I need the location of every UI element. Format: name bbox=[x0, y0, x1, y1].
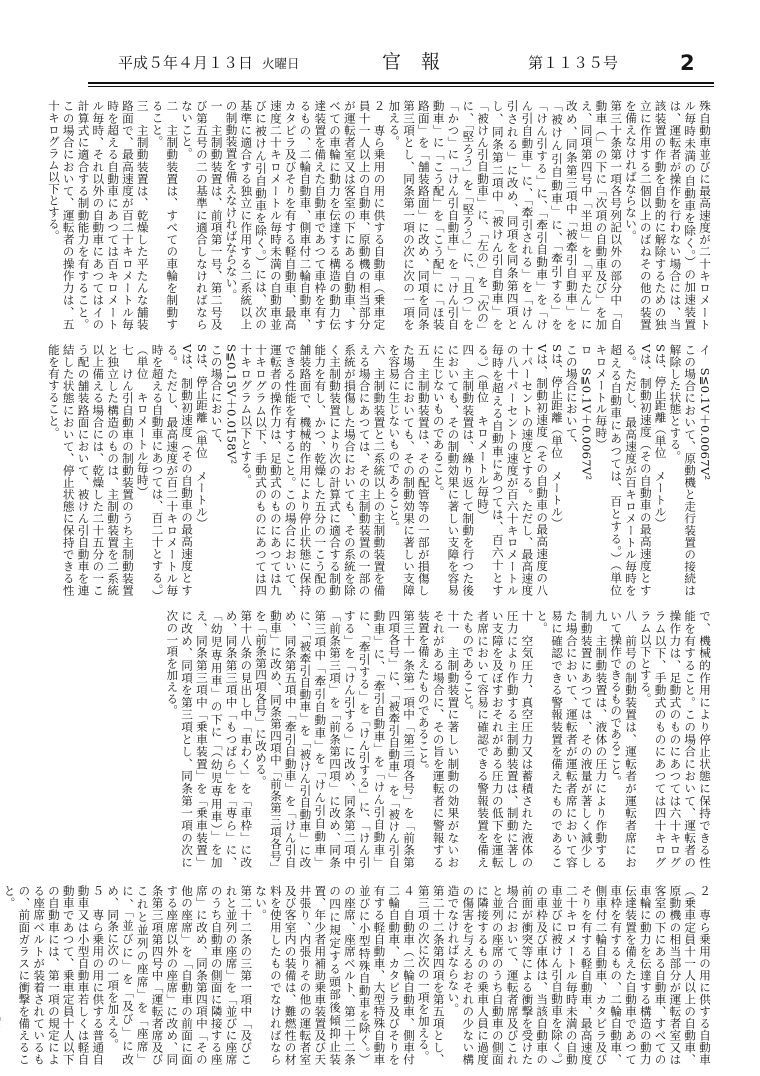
text-band-2 bbox=[46, 344, 712, 596]
publication-weekday: 火曜日 bbox=[262, 56, 300, 71]
header-rule bbox=[88, 82, 714, 84]
page-number: 2 bbox=[680, 51, 695, 75]
issue-number: 第１１３５号 bbox=[528, 54, 619, 72]
header-rule-thin bbox=[88, 86, 714, 87]
text-band-3 bbox=[100, 610, 712, 868]
band-2-text: イ S≦0.1V＋0.0067V² この場合において、原動機と走行装置の接続は解除した状態とする。 Sは、停止距離（単位 メートル） Vは、制動初速度（その自動車の最高速度とする。ただし、最高速度が百キロメートル毎時を超える自動車にあつては、百とする。）（単位 キロメートル毎時） ロ S≦0.1V＋0.0067V² この場合において、 Sは、停止距離（単位 メートル） Vは、制動初速度（その自動車の最高速度の八十パーセントの速度とする。ただし、最高速度の八十パーセントの速度が百六十キロメートル毎時を超える自動車にあつては、百六十とする。）（単位 キロメートル毎時） 四 主制動装置は、繰り返して制動を行つた後においても、その制動効果に著しい支障を容易に生じないものであること。 五 主制動装置は、その配管等の一部が損傷した場合においても、その制動効果に著しい支障を容易に生じないものであること。 六 主制動装置と二系統以上の主制動装置を備える場合にあつては、その主制動装置の一部の系統が損傷した場合においても、その系統を除く主制動装置により次の計算式に適合する制動能力を有し、かつ、乾燥した五分の一こう配の舗装路面で、機械的作用により停止状態に保持できる性能を有すること。この場合において、運転者の操作力は、足動式のものにあつては九十キログラム以下、手動式のものにあつては四十キログラム以下とする。 S≦0.15V＋0.0158V² この場合において、 Sは、停止距離（単位 メートル） Vは、制動初速度（その自動車の最高速度とする。ただし、最高速度が百二十キロメートル毎時を超える自動車にあつては、百二十とする。）（単位 キロメートル毎時） 七 けん引自動車の制動装置のうち主制動装置と独立した構造のものは、主制動装置を二系統以上備える場合には、乾燥した二十五分の一こう配の舗装路面において、被けん引自動車を連結した状態において、停止状態に保持できる性能を有すること。 bbox=[46, 344, 712, 596]
publication-date: 平成５年４月１３日 bbox=[118, 54, 254, 72]
band-4-text: ２ 専ら乗用の用に供する自動車（乗車定員十一人以上の自動車、原動機の相当部分が運転者室又は客室の下にある自動車、すべての車輪に動力を伝達する構造の動力伝達装置を備えた自動車であつて車枠を有するもの、二輪自動車、側車付二輪自動車、カタピラ及びそりを有する軽自動車、最高速度二十キロメートル毎時未満の自動車並びに被けん引自動車を除く。）の車枠及び車体は、当該自動車の前面が衝突等による衝撃を受けた場合において、運転者席及びこれと並列の座席のうち自動車の側面に隣接するものの乗車人員に過度の傷害を与えるおそれの少ない構造でなければならない。 第二十二条第四項を第五項とし、第三項の次に次の一項を加える。 ４ 自動車（二輪自動車、側車付二輪自動車、カタピラ及びそりを有する軽自動車、大型特殊自動車並びに小型特殊自動車を除く。）の座席、座席ベルト、第二十二条の四に規定する頭部後傾抑止装置、年少者用補助乗車装置及び天井張り、内張りその他の運転者室及び客室内の装備は、難燃性の材料を使用したものでなければならない。 第二十二条の三第一項中「及びこれと並列の座席」を「並びに座席のうち自動車の側面に隣接する座席」に改め、同条第四項中「その他の座席」を「自動車の前面に面する座席以外の座席」に改め、同条第三項第四号中「運転者席及びこれと並列の座席」を「座席」に、「並びに」を「及び」に改め、同条に次の一項を加える。 ５ 専ら乗用の用に供する普通自動車又は小型自動車若しくは軽自動車であつて、乗車定員十人以下の自動車には、第一項の規定による座席ベルトが装着されているもの、前面ガラスに衝撃を備えること。 bbox=[2, 885, 712, 1065]
page-header bbox=[0, 0, 760, 80]
band-3-text: で、機械的作用により停止状態に保持できる性能を有すること。この場合において、運転者の操作力は、足動式のものにあつては六十キログラム以下、手動式のものにあつては四十キログラム以下とする。 八 前号の制動装置は、運転者が運転者席において操作できるものであること。 九 主制動装置は、液体の圧力により作動する制動装置にあつては、その液量が著しく減少した場合において、運転者が運転者席において容易に確認できる警報装置を備えたものであること。 十 空気圧力、真空圧力又は蓄積された液体の圧力により作動する主制動装置は、制動に著しい支障を及ぼすおそれがある圧力の低下を運転者席において容易に確認できる警報装置を備えたものであること。 十一 主制動装置に著しい制動の効果がないおそれがある場合に、その旨を運転者に警報する装置を備えたものであること。 第三十一条第一項中「第三項各号」を「前条第四項各号」に、「被牽引自動車」を「被けん引自動車」に、「牽引自動車」を「けん引自動車」に、「牽引する」を「けん引する」に、「けん引する」を「けん引する」に改め、同条第二項中「前条第三項」を「前条第四項」に改め、同条第三項中「牽引自動車」を「けん引自動車」に、「被牽引自動車」を「被けん引自動車」に改め、同条第五項中「牽引自動車」を「けん引自動車」に改め、同条第四項中「前条第三項各号」を「前条第四項各号」に改める。 第十八条の見出し中「車わく」を「車枠」に改め、同条第三項中「もつぱら」を「専ら」に、「幼児専用車」の下に「（幼児専用車）」を加え、同条第三項中「乗車装置」を「乗車装置」に改め、同項を第三項とし、同条第一項の次に次の一項を加える。 bbox=[165, 610, 712, 868]
text-band-1 bbox=[46, 100, 712, 330]
text-band-4 bbox=[2, 885, 712, 1065]
band-1-text: 殊自動車並びに最高速度が二十キロメートル毎時未満の自動車を除く。）の加速装置は、運転者が操作を行わない場合には、当該装置の作動を自動的に解除するための独立に作用する二個以上のばねその他の装置を備えなければならない。 第三十条第一項各号列記以外の部分中「自動車（」の下に「次項の自動車及び」を加え、同項第四号中「半坦」を「平たん」に改め、同条第三項中「被牽引自動車」を「被けん引自動車」に、「牽引する」を「けん引する」に、「牽引自動車」を「けん引自動車」に、「牽引される」を「けん引される」に改め、同項を同条第四項とし、同条第二項中「被けん引自動車」を「被けん引自動車」に、「左の」を「次の」に、「堅ろう」を「堅ろう」に、「且つ」を「かつ」に「けん引自動車」を「けん引自動車」に「こう配」を「こう配」に「ほ装路面」を「舗装路面」に改め、同項を同条第三項とし、同条第一項の次に次の一項を加える。 ２ 専ら乗用の用に供する自動車（乗車定員十一人以上の自動車、原動機の相当部分が運転者室又は客室の下にある自動車、すべての車輪に動力を伝達する構造の動力伝達装置を備えた自動車であつて車枠を有するもの、二輪自動車、側車付二輪自動車、カタピラ及びそりを有する軽自動車、最高速度二十キロメートル毎時未満の自動車並びに被けん引自動車を除く。）には、次の基準に適合する独立に作用する二系統以上の制動装置を備えなければならない。 一 主制動装置は、前項第一号、第二号及び第五号の二の基準に適合しなければならないこと。 二 主制動装置は、すべての車輪を制動すること。 三 主制動装置は、乾燥した平たんな舗装路面で、最高速度が百二十キロメートル毎時を超える自動車にあつては百キロメートル毎時、それ以外の自動車にあつてはイの計算式に適合する制動能力を有すること。この場合において、運転者の操作力は、五十キログラム以下とする。 bbox=[46, 100, 712, 330]
gazette-title: 官報 bbox=[382, 51, 461, 73]
